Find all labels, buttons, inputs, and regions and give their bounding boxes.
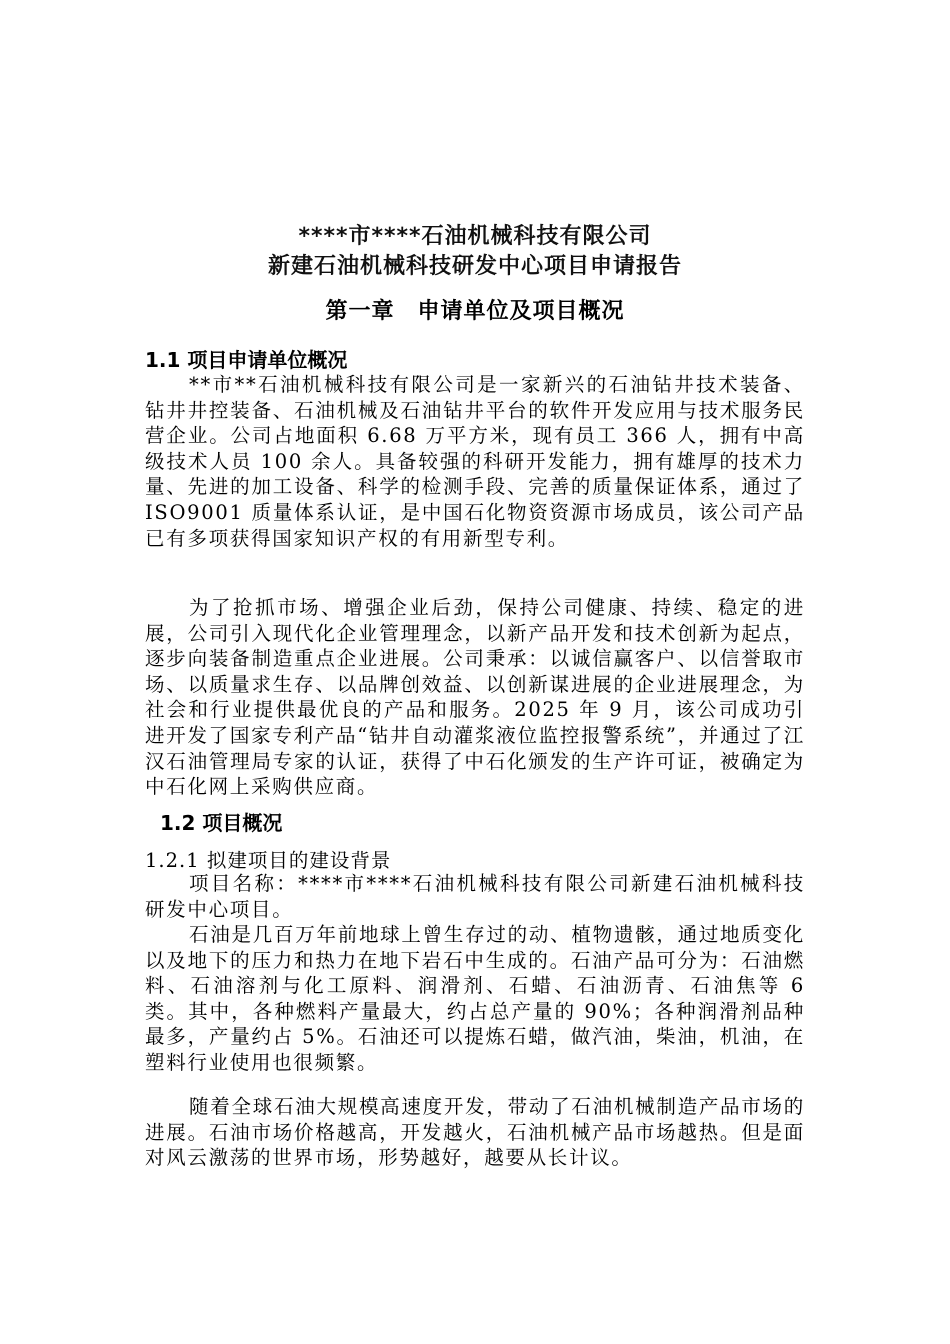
paragraph-company-development: 为了抢抓市场、增强企业后劲，保持公司健康、持续、稳定的进展，公司引入现代化企业管理理念，以新产品开发和技术创新为起点，逐步向装备制造重点企业进展。公司秉承：以诚信赢客户、以信誉取市场、以质量求生存、以品牌创效益、以创新谋进展的企业进展理念，为社会和行业提供最优良的产品和服务。2025 年 9 月，该公司成功引进开发了国家专利产品“钻井自动灌浆液位监控报警系统”，并通过了江汉石油管理局专家的认证，获得了中石化颁发的生产许可证，被确定为中石化网上采购供应商。 bbox=[145, 596, 805, 799]
paragraph-market-outlook: 随着全球石油大规模高速度开发，带动了石油机械制造产品市场的进展。石油市场价格越高，开发越火，石油机械产品市场越热。但是面对风云激荡的世界市场，形势越好，越要从长计议。 bbox=[145, 1095, 805, 1170]
company-name-title: ****市****石油机械科技有限公司 bbox=[298, 224, 652, 249]
paragraph-petroleum-background: 石油是几百万年前地球上曾生存过的动、植物遗骸，通过地质变化以及地下的压力和热力在地下岩石中生成的。石油产品可分为：石油燃料、石油溶剂与化工原料、润滑剂、石蜡、石油沥青、石油焦等 6 类。其中，各种燃料产量最大，约占总产量的 90%；各种润滑剂品种最多，产量约占 5%。石油还可以提炼石蜡，做汽油，柴油，机油，在塑料行业使用也很频繁。 bbox=[145, 923, 805, 1074]
subsection-heading-1-2-1: 1.2.1 拟建项目的建设背景 bbox=[145, 849, 392, 872]
document-title bbox=[0, 222, 950, 282]
report-title: 新建石油机械科技研发中心项目申请报告 bbox=[267, 254, 682, 279]
section-heading-1-2: 1.2 项目概况 bbox=[160, 811, 283, 835]
paragraph-company-overview: **市**石油机械科技有限公司是一家新兴的石油钻井技术装备、钻井井控装备、石油机械及石油钻井平台的软件开发应用与技术服务民营企业。公司占地面积 6.68 万平方米，现有员工 366 人，拥有中高级技术人员 100 余人。具备较强的科研开发能力，拥有雄厚的技术力量、先进的加工设备、科学的检测手段、完善的质量保证体系，通过了 ISO9001 质量体系认证，是中国石化物资资源市场成员，该公司产品已有多项获得国家知识产权的有用新型专利。 bbox=[145, 373, 805, 550]
section-heading-1-1: 1.1 项目申请单位概况 bbox=[145, 348, 348, 372]
paragraph-project-name: 项目名称：****市****石油机械科技有限公司新建石油机械科技研发中心项目。 bbox=[145, 872, 805, 921]
chapter-title: 第一章 申请单位及项目概况 bbox=[325, 299, 625, 324]
